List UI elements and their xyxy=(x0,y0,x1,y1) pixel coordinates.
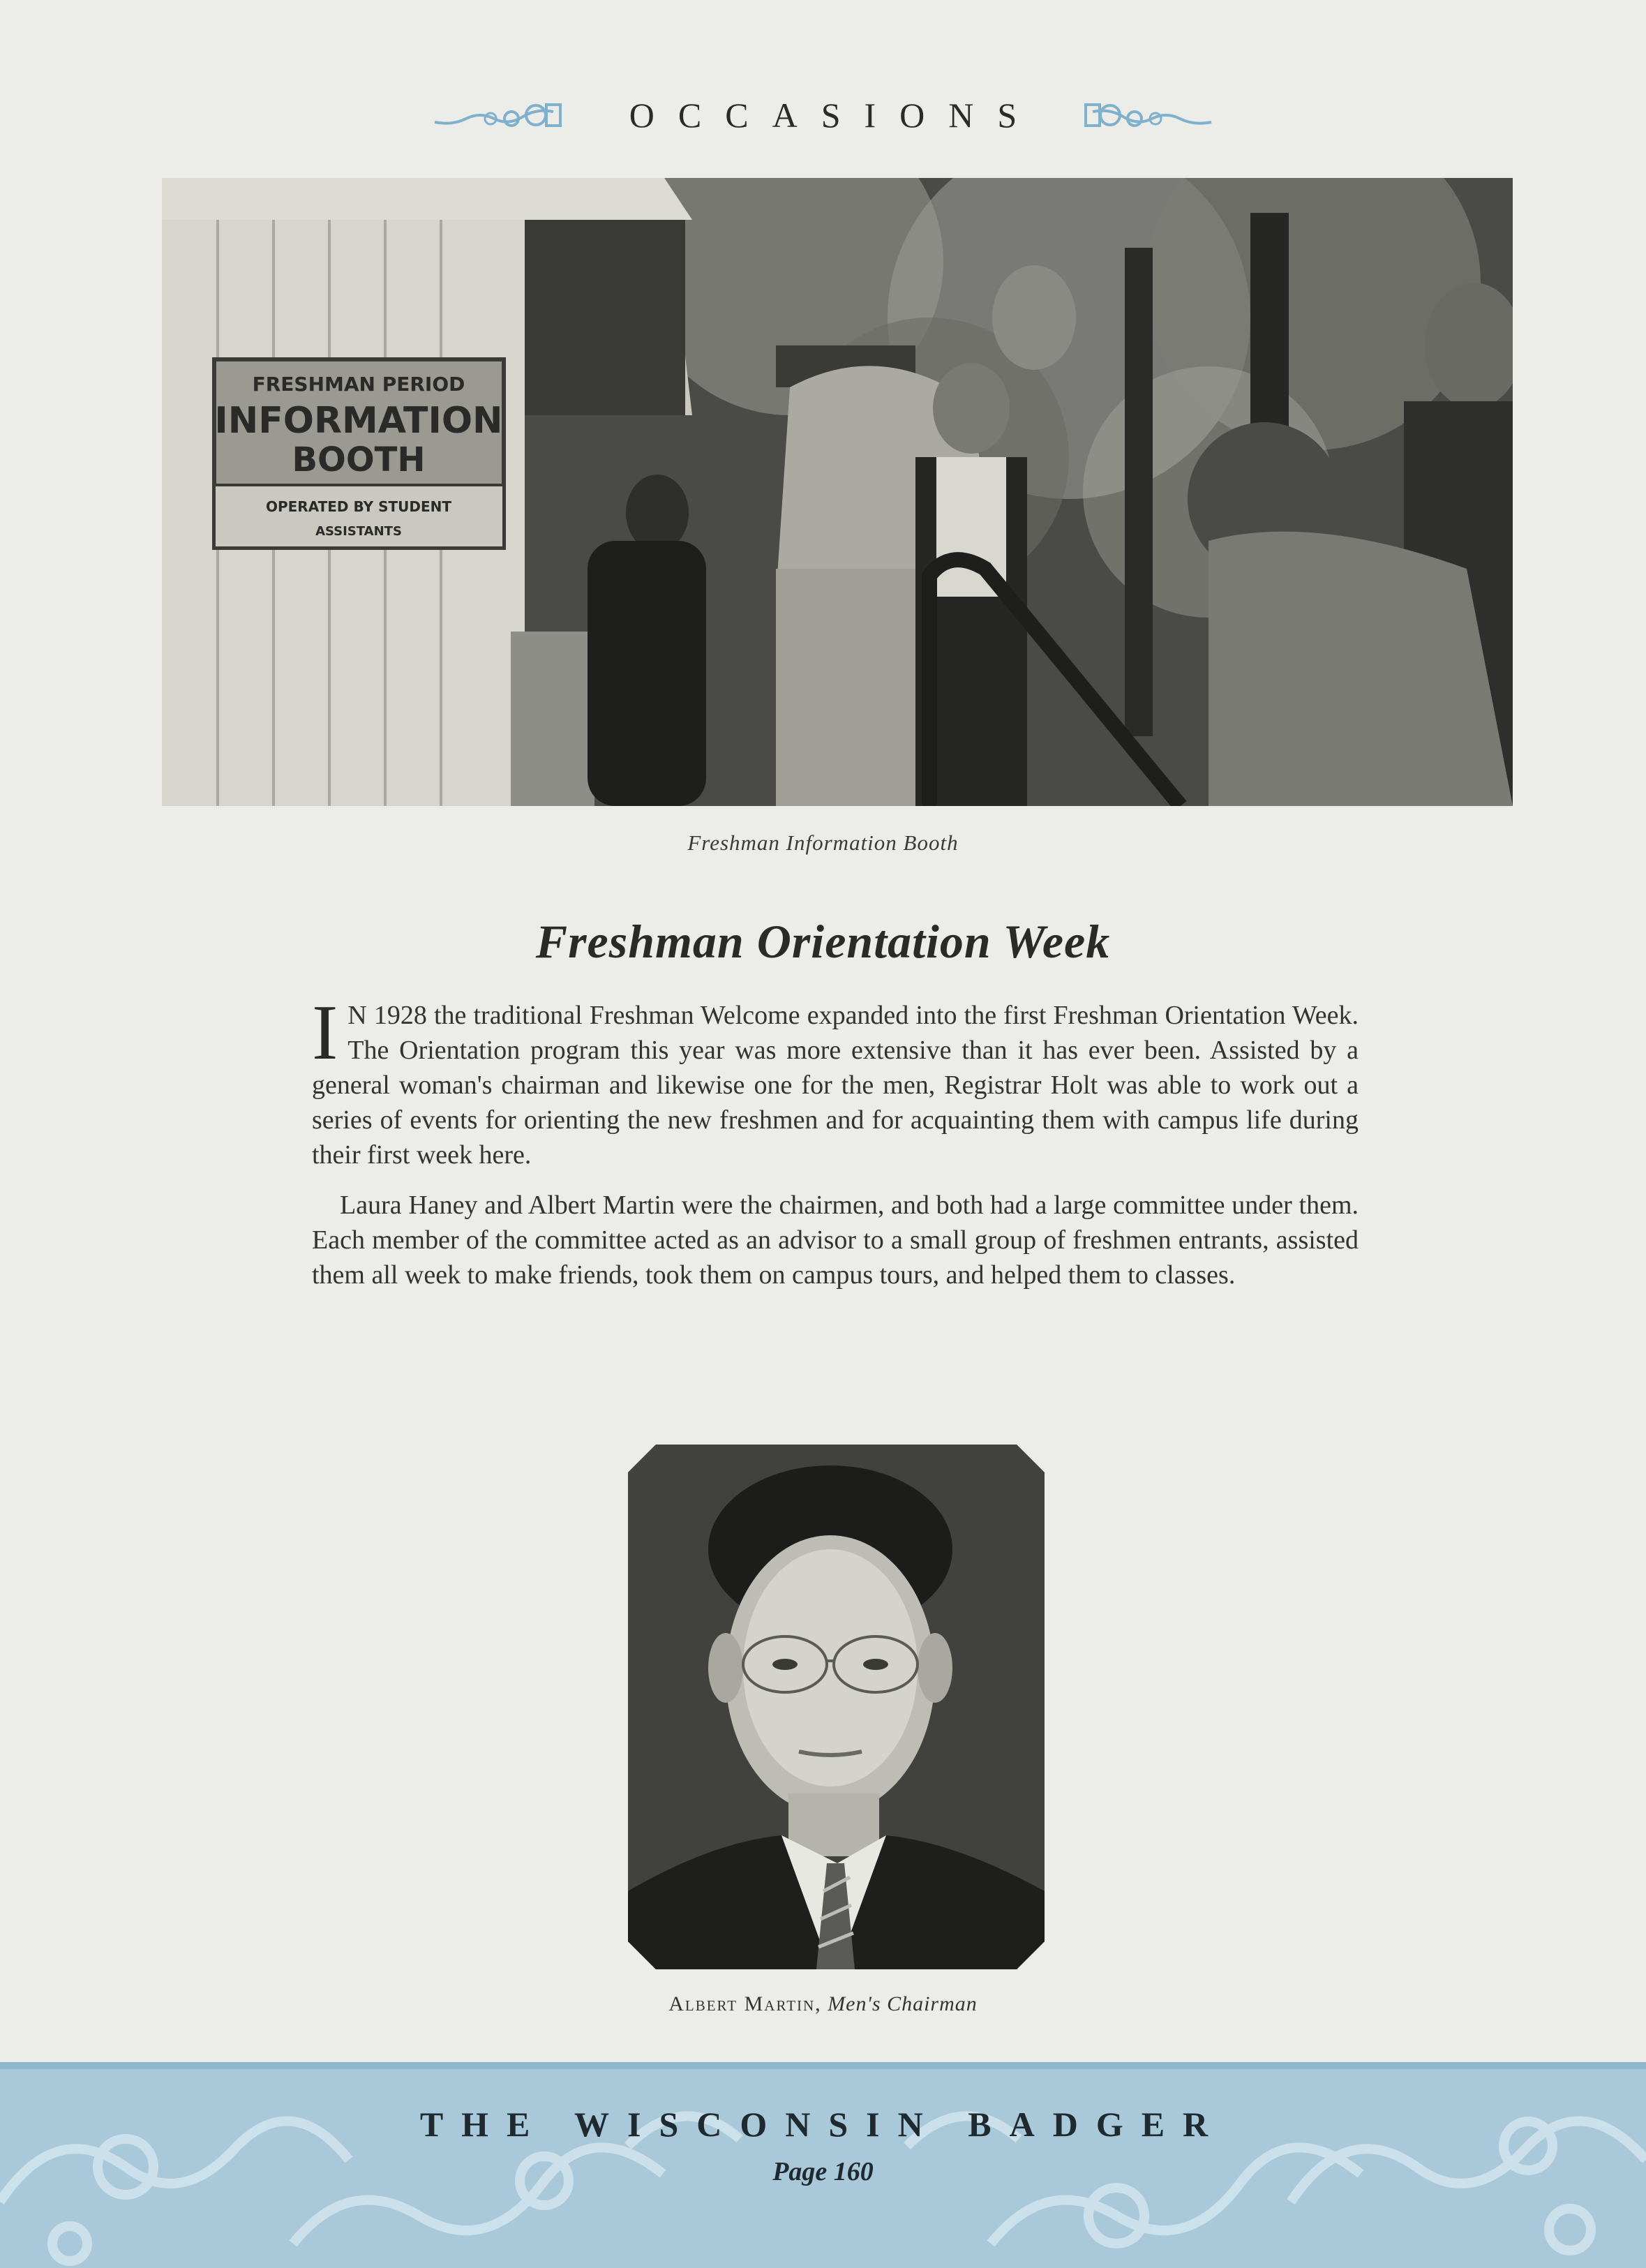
publication-title: THE WISCONSIN BADGER xyxy=(419,2105,1227,2144)
page-footer xyxy=(0,2062,1646,2268)
portrait-name: Albert Martin, xyxy=(668,1992,822,2015)
page-header xyxy=(0,87,1646,143)
page-number: Page 160 xyxy=(772,2157,874,2186)
sign-text-sub2: ASSISTANTS xyxy=(315,524,402,539)
section-header-title: OCCASIONS xyxy=(629,96,1041,135)
drop-cap: I xyxy=(312,990,338,1076)
sign-text-line1: FRESHMAN PERIOD xyxy=(252,373,465,396)
portrait-role: Men's Chairman xyxy=(828,1992,978,2015)
information-booth-photo xyxy=(162,178,1513,806)
article-paragraph-1 xyxy=(312,990,1359,1172)
right-ornament-icon xyxy=(1082,98,1215,133)
paragraph-1-text: N 1928 the traditional Freshman Welcome expanded into the first Freshman Orientation Week. The Orientation program this year was more extensive than it has ever been. Assisted by a general woman's chairman and likewise one for the men, Registrar Holt was able to work out a series of events for orienting the new freshmen and for acquainting them with campus life during their first week here. xyxy=(312,1001,1359,1170)
left-ornament-icon xyxy=(431,98,564,133)
sign-text-line2: INFORMATION xyxy=(214,400,503,442)
portrait-photo xyxy=(628,1445,1045,1969)
portrait-caption xyxy=(0,1992,1646,2016)
top-photo-caption: Freshman Information Booth xyxy=(687,830,959,855)
article-body xyxy=(312,990,1359,1308)
sign-text-sub1: OPERATED BY STUDENT xyxy=(265,498,452,515)
article-title: Freshman Orientation Week xyxy=(535,915,1111,968)
sign-text-line3: BOOTH xyxy=(292,440,426,479)
article-paragraph-2: Laura Haney and Albert Martin were the chairmen, and both had a large committee under them. Each member of the committee acted as an advisor to a small group of freshmen entrants, assisted them all week to make friends, took them on campus tours, and helped them to classes. xyxy=(312,1191,1359,1290)
